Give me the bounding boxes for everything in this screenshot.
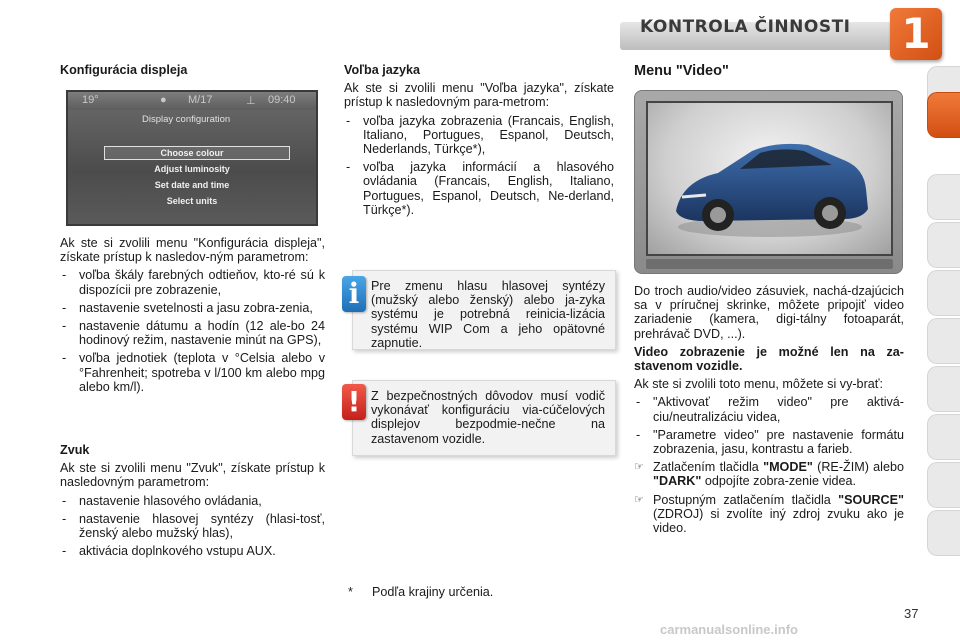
chapter-tab[interactable] [927, 222, 960, 268]
chapter-tab[interactable] [927, 366, 960, 412]
video-bezel [646, 259, 893, 269]
signal-icon: ⊥ [246, 95, 256, 107]
chapter-tab[interactable] [927, 270, 960, 316]
video-intro: Do troch audio/video zásuviek, nachá-dzajúcich sa v príručnej skrinke, môžete pripojiť video zariadenie (kamera, digi-tálny fotoaparát, prehrávač DVD, ...). [634, 284, 904, 341]
chapter-tab-active[interactable] [927, 92, 960, 138]
chapter-tab[interactable] [927, 174, 960, 220]
language-intro: Ak ste si zvolili menu "Voľba jazyka", získate prístup k nasledovným para-metrom: [344, 81, 614, 110]
car-image-icon [648, 103, 891, 254]
temperature-readout: 19° [82, 94, 99, 106]
language-heading: Voľba jazyka [344, 63, 421, 77]
warning-note [352, 380, 616, 456]
footnote-text: Podľa krajiny určenia. [372, 585, 494, 599]
display-config-list [60, 268, 325, 394]
video-bold-note: Video zobrazenie je možné len na za-stavenom vozidle. [634, 344, 904, 374]
list-item: - nastavenie dátumu a hodín (12 ale-bo 24 hodinový režim, nastavenie minút na GPS), [60, 319, 325, 347]
watermark: carmanualsonline.info [660, 622, 798, 637]
video-button-list [634, 460, 904, 535]
sound-list [60, 494, 325, 559]
sound-section [60, 443, 325, 558]
list-item: - nastavenie hlasového ovládania, [60, 494, 325, 508]
chapter-tab[interactable] [927, 510, 960, 556]
video-display-image [634, 90, 903, 274]
list-item: - voľba jazyka informácií a hlasového ovládania (Francais, English, Italiano, Portugues, Espanol, Deutsch, Ne-derland, Türkçe*). [344, 160, 614, 217]
chapter-tab[interactable] [927, 462, 960, 508]
screen-menu-item[interactable]: Choose colour [160, 148, 224, 158]
footnote [348, 585, 493, 599]
page-title: KONTROLA ČINNOSTI [640, 17, 851, 37]
list-item: - aktivácia doplnkového vstupu AUX. [60, 544, 325, 558]
list-item: - nastavenie hlasovej syntézy (hlasi-tosť, ženský alebo mužský hlas), [60, 512, 325, 540]
video-section-body [634, 284, 904, 535]
screen-title: Display configuration [142, 114, 231, 125]
screen-status-bar [68, 92, 316, 110]
video-choose: Ak ste si zvolili toto menu, môžete si vy-brať: [634, 377, 883, 392]
display-config-heading: Konfigurácia displeja [60, 63, 188, 77]
list-item: - voľba jednotiek (teplota v °Celsia alebo v °Fahrenheit; spotreba v l/100 km alebo mpg alebo km/l). [60, 351, 325, 394]
radio-readout: М/17 [188, 94, 213, 106]
chapter-number: 1 [901, 9, 931, 58]
video-list [634, 395, 904, 456]
chapter-tabs [927, 66, 960, 576]
page-number: 37 [904, 606, 919, 621]
video-menu-heading: Menu "Video" [634, 63, 729, 79]
source-button-label: "SOURCE" [838, 492, 904, 507]
sound-intro: Ak ste si zvolili menu "Zvuk", získate prístup k nasledovným parametrom: [60, 461, 325, 490]
display-config-body [60, 236, 325, 394]
dark-button-label: "DARK" [653, 474, 702, 489]
list-item-source: ☞ Postupným zatlačením tlačidla "SOURCE" (ZDROJ) si zvolíte iný zdroj zvuku ako je video. [634, 493, 904, 536]
screen-menu-item[interactable]: Set date and time [154, 180, 230, 190]
screen-menu-item[interactable]: Select units [166, 196, 218, 206]
language-section [344, 63, 614, 217]
sound-heading: Zvuk [60, 443, 90, 457]
list-item: - "Parametre video" pre nastavenie formátu zobrazenia, jasu, kontrastu a farieb. [634, 428, 904, 456]
screen-menu-item[interactable]: Adjust luminosity [154, 164, 230, 174]
info-note [352, 270, 616, 350]
video-screen [646, 101, 893, 256]
language-list [344, 114, 614, 217]
dot-icon: ● [160, 94, 167, 106]
list-item: - nastavenie svetelnosti a jasu zobra-zenia, [60, 301, 325, 315]
warning-icon: ! [342, 384, 366, 420]
list-item-mode: ☞ Zatlačením tlačidla "MODE" (RE-ŽIM) alebo "DARK" odpojíte zobra-zenie videa. [634, 460, 904, 488]
chapter-tab[interactable] [927, 318, 960, 364]
display-configuration-screen [66, 90, 318, 226]
clock-readout: 09:40 [268, 94, 296, 106]
info-icon: i [342, 276, 366, 312]
list-item: - voľba jazyka zobrazenia (Francais, English, Italiano, Portugues, Espanol, Deutsch, Nederlands, Türkçe*), [344, 114, 614, 157]
mode-button-label: "MODE" [763, 460, 813, 475]
footnote-mark: * [348, 585, 353, 599]
display-config-intro: Ak ste si zvolili menu "Konfigurácia displeja", získate prístup k nasledov-ným parametrom: [60, 236, 325, 265]
info-note-text: Pre zmenu hlasu hlasovej syntézy (mužský alebo ženský) alebo ja-zyka systému je potrebná reinicia-lizácia systému WIP Com a jeho opätovné zapnutie. [371, 279, 605, 350]
warning-note-text: Z bezpečnostných dôvodov musí vodič vykonávať konfiguráciu via-cúčelových displejov bezpodmie-nečne na zastavenom vozidle. [371, 389, 605, 446]
list-item: - voľba škály farebných odtieňov, kto-ré sú k dispozícii pre zobrazenie, [60, 268, 325, 296]
list-item: - "Aktivovať režim video" pre aktivá-ciu/neutralizáciu videa, [634, 395, 904, 423]
chapter-tab[interactable] [927, 414, 960, 460]
